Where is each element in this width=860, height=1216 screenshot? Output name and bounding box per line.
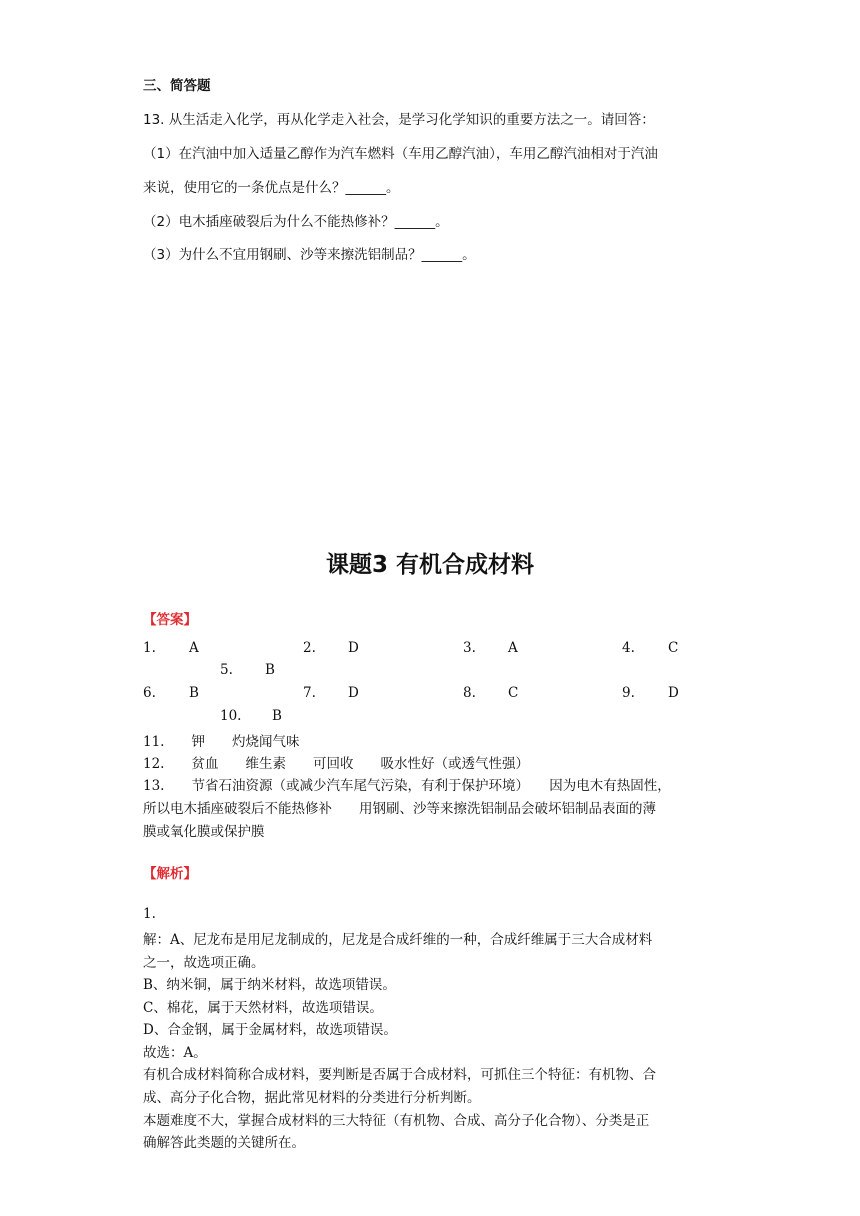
answer-number: 7. xyxy=(303,685,316,701)
answer-number: 10. xyxy=(220,708,242,724)
analysis-line: 故选：A。 xyxy=(143,1045,207,1061)
analysis-line: 本题难度不大，掌握合成材料的三大特征（有机物、合成、高分子化合物）、分类是正 xyxy=(143,1113,650,1129)
question-13-intro: 13. 从生活走入化学，再从化学走入社会，是学习化学知识的重要方法之一。请回答： xyxy=(143,112,655,128)
analysis-line: 之一，故选项正确。 xyxy=(143,955,265,971)
answer-value: D xyxy=(348,685,359,701)
answer-value: C xyxy=(668,640,679,656)
lesson-title: 课题3 有机合成材料 xyxy=(325,552,534,578)
answer-value: B xyxy=(272,708,282,724)
answer-number: 4. xyxy=(622,640,635,656)
answer-value: D xyxy=(668,685,679,701)
analysis-line: C、棉花，属于天然材料，故选项错误。 xyxy=(143,1000,383,1016)
analysis-line: D、合金钢，属于金属材料，故选项错误。 xyxy=(143,1022,397,1038)
answer-number: 2. xyxy=(303,640,316,656)
question-13-part-2: （2）电木插座破裂后为什么不能热修补？______。 xyxy=(143,214,449,230)
analysis-line: 成、高分子化合物，据此常见材料的分类进行分析判断。 xyxy=(143,1090,481,1106)
answer-value: B xyxy=(265,662,275,678)
answer-number: 5. xyxy=(220,662,233,678)
answer-13-line-3: 膜或氧化膜或保护膜 xyxy=(143,824,265,840)
analysis-line: B、纳米铜，属于纳米材料，故选项错误。 xyxy=(143,977,396,993)
answer-number: 6. xyxy=(143,685,156,701)
answer-value: A xyxy=(508,640,518,656)
answer-13-line-2: 所以电木插座破裂后不能热修补 用钢刷、沙等来擦洗铝制品会破坏铝制品表面的薄 xyxy=(143,801,656,817)
section-heading: 三、简答题 xyxy=(143,78,211,94)
question-13-part-1-line-2: 来说，使用它的一条优点是什么？______。 xyxy=(143,180,400,196)
answer-heading: 【答案】 xyxy=(143,612,197,628)
answer-12: 12. 贫血 维生素 可回收 吸水性好（或透气性强） xyxy=(143,756,529,772)
answer-13-line-1: 13. 节省石油资源（或减少汽车尾气污染，有利于保护环境） 因为电木有热固性， xyxy=(143,778,671,794)
answer-value: D xyxy=(348,640,359,656)
answer-number: 9. xyxy=(622,685,635,701)
question-13-part-1-line-1: （1）在汽油中加入适量乙醇作为汽车燃料（车用乙醇汽油），车用乙醇汽油相对于汽油 xyxy=(143,146,658,162)
answer-11: 11. 钾 灼烧闻气味 xyxy=(143,734,300,750)
answer-value: C xyxy=(508,685,519,701)
analysis-line: 有机合成材料简称合成材料，要判断是否属于合成材料，可抓住三个特征：有机物、合 xyxy=(143,1067,656,1083)
analysis-line: 解：A、尼龙布是用尼龙制成的，尼龙是合成纤维的一种，合成纤维属于三大合成材料 xyxy=(143,932,653,948)
analysis-number: 1. xyxy=(143,906,156,922)
analysis-heading: 【解析】 xyxy=(143,866,197,882)
answer-value: A xyxy=(189,640,199,656)
answer-number: 8. xyxy=(463,685,476,701)
answer-number: 3. xyxy=(463,640,476,656)
answer-value: B xyxy=(189,685,199,701)
answer-number: 1. xyxy=(143,640,156,656)
question-13-part-3: （3）为什么不宜用钢刷、沙等来擦洗铝制品？______。 xyxy=(143,247,476,263)
analysis-line: 确解答此类题的关键所在。 xyxy=(143,1135,305,1151)
